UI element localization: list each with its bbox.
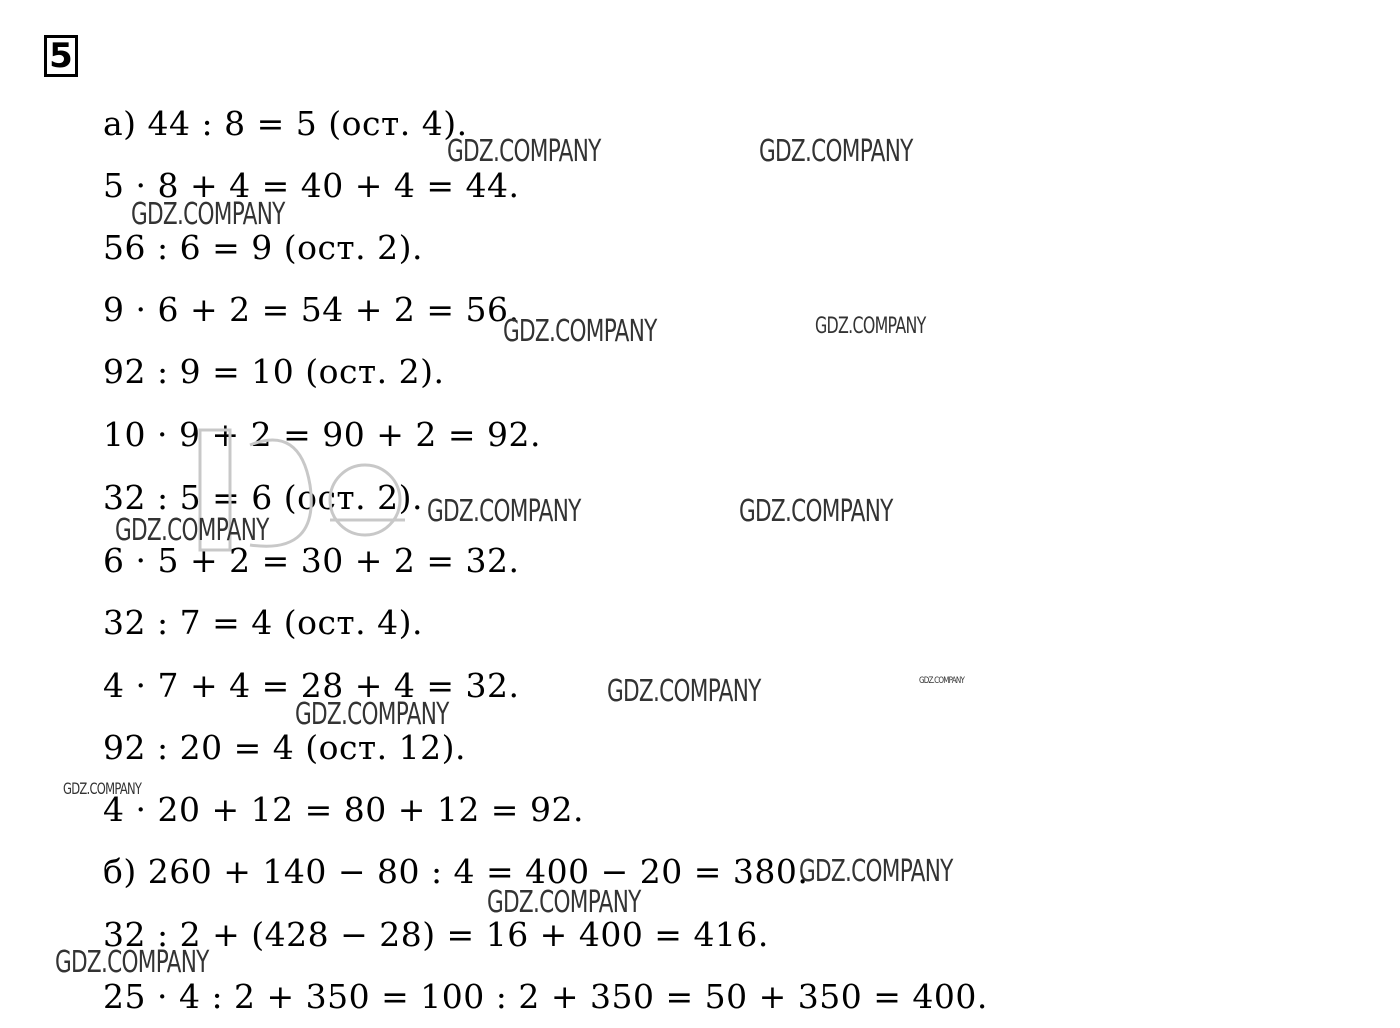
task-number-box: 5 <box>44 35 78 77</box>
watermark: GDZ.COMPANY <box>607 674 761 709</box>
solution-line-14: 32 : 2 + (428 − 28) = 16 + 400 = 416. <box>103 915 769 954</box>
watermark: GDZ.COMPANY <box>447 134 601 169</box>
solution-line-11: 92 : 20 = 4 (ост. 12). <box>103 728 467 767</box>
watermark: GDZ.COMPANY <box>739 494 893 529</box>
solution-line-3: 56 : 6 = 9 (ост. 2). <box>103 228 424 267</box>
solution-line-8: 6 · 5 + 2 = 30 + 2 = 32. <box>103 541 520 580</box>
solution-line-1: а) 44 : 8 = 5 (ост. 4). <box>103 104 468 143</box>
watermark: GDZ.COMPANY <box>427 494 581 529</box>
faint-stamp-logo <box>190 425 420 575</box>
watermark: GDZ.COMPANY <box>815 314 926 339</box>
solution-line-15: 25 · 4 : 2 + 350 = 100 : 2 + 350 = 50 + 350 = 400. <box>103 977 988 1016</box>
solution-line-10: 4 · 7 + 4 = 28 + 4 = 32. <box>103 666 520 705</box>
solution-line-9: 32 : 7 = 4 (ост. 4). <box>103 603 424 642</box>
watermark: GDZ.COMPANY <box>55 945 209 980</box>
watermark: GDZ.COMPANY <box>63 779 142 798</box>
solution-line-12: 4 · 20 + 12 = 80 + 12 = 92. <box>103 790 584 829</box>
watermark: GDZ.COMPANY <box>487 885 641 920</box>
watermark: GDZ.COMPANY <box>131 197 285 232</box>
watermark: GDZ.COMPANY <box>295 697 449 732</box>
watermark: GDZ.COMPANY <box>503 314 657 349</box>
solution-line-2: 5 · 8 + 4 = 40 + 4 = 44. <box>103 166 520 205</box>
watermark: GDZ.COMPANY <box>919 676 965 686</box>
solution-line-13: б) 260 + 140 − 80 : 4 = 400 − 20 = 380. <box>103 852 809 891</box>
solution-line-5: 92 : 9 = 10 (ост. 2). <box>103 352 445 391</box>
solution-line-6: 10 · 9 + 2 = 90 + 2 = 92. <box>103 415 541 454</box>
watermark: GDZ.COMPANY <box>799 854 953 889</box>
watermark: GDZ.COMPANY <box>115 513 269 548</box>
solution-line-7: 32 : 5 = 6 (ост. 2). <box>103 478 424 517</box>
watermark: GDZ.COMPANY <box>759 134 913 169</box>
solution-line-4: 9 · 6 + 2 = 54 + 2 = 56. <box>103 290 520 329</box>
